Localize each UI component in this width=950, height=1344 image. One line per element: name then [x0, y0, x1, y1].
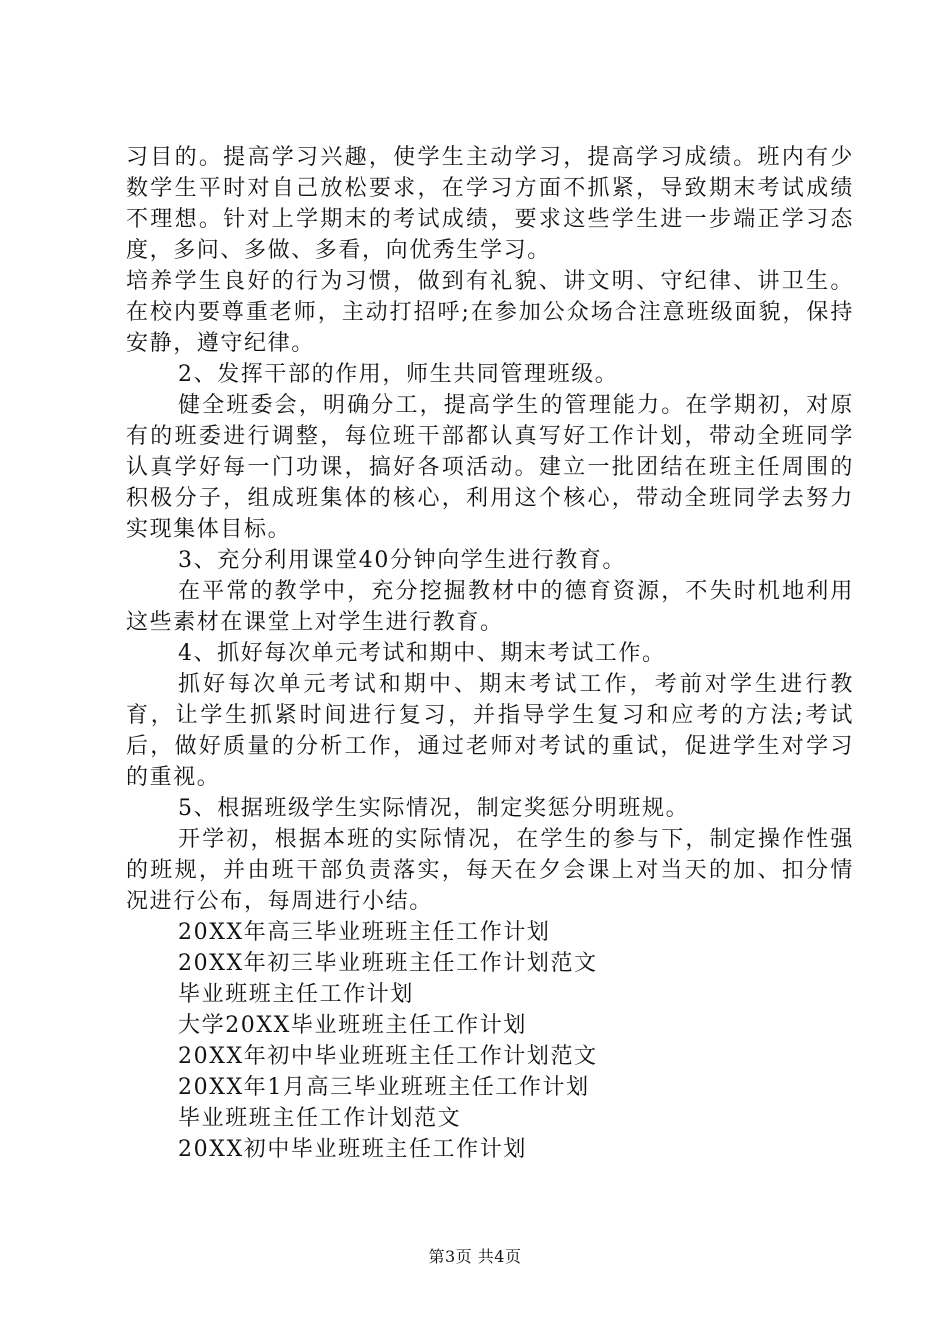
related-link[interactable]: 20XX初中毕业班班主任工作计划: [178, 1137, 527, 1162]
related-link[interactable]: 20XX年高三毕业班班主任工作计划: [178, 920, 551, 945]
related-link[interactable]: 20XX年初三毕业班班主任工作计划范文: [178, 951, 598, 976]
related-link[interactable]: 大学20XX毕业班班主任工作计划: [178, 1013, 527, 1038]
page-footer: [0, 1244, 950, 1267]
paragraph: 健全班委会，明确分工，提高学生的管理能力。在学期初，对原有的班委进行调整，每位班干部都认真写好工作计划，带动全班同学认真学好每一门功课，搞好各项活动。建立一批团结在班主任周围的积极分子，组成班集体的核心，利用这个核心，带动全班同学去努力实现集体目标。: [126, 393, 854, 542]
paragraph: 抓好每次单元考试和期中、期末考试工作，考前对学生进行教育，让学生抓紧时间进行复习，并指导学生复习和应考的方法;考试后，做好质量的分析工作，通过老师对考试的重试，促进学生对学习的重视。: [126, 672, 854, 790]
paragraph: 习目的。提高学习兴趣，使学生主动学习，提高学习成绩。班内有少数学生平时对自己放松要求，在学习方面不抓紧，导致期末考试成绩不理想。针对上学期末的考试成绩，要求这些学生进一步端正学习态度，多问、多做、多看，向优秀生学习。: [126, 145, 854, 263]
related-link[interactable]: 20XX年1月高三毕业班班主任工作计划: [178, 1075, 590, 1100]
paragraph: 在平常的教学中，充分挖掘教材中的德育资源，不失时机地利用这些素材在课堂上对学生进行教育。: [126, 579, 854, 635]
section-heading: 2、发挥干部的作用，师生共同管理班级。: [178, 362, 619, 387]
related-links-list: [126, 917, 854, 1165]
document-body: [126, 142, 854, 1165]
section-heading: 5、根据班级学生实际情况，制定奖惩分明班规。: [178, 796, 690, 821]
section-heading: 3、充分利用课堂40分钟向学生进行教育。: [178, 548, 626, 573]
section-heading: 4、抓好每次单元考试和期中、期末考试工作。: [178, 641, 666, 666]
page-number: 第3页 共4页: [428, 1247, 522, 1266]
related-link[interactable]: 毕业班班主任工作计划: [178, 982, 415, 1007]
related-link[interactable]: 20XX年初中毕业班班主任工作计划范文: [178, 1044, 598, 1069]
paragraph: 开学初，根据本班的实际情况，在学生的参与下，制定操作性强的班规，并由班干部负责落实，每天在夕会课上对当天的加、扣分情况进行公布，每周进行小结。: [126, 827, 854, 914]
paragraph: 培养学生良好的行为习惯，做到有礼貌、讲文明、守纪律、讲卫生。在校内要尊重老师，主动打招呼;在参加公众场合注意班级面貌，保持安静，遵守纪律。: [126, 269, 854, 356]
related-link[interactable]: 毕业班班主任工作计划范文: [178, 1106, 462, 1131]
